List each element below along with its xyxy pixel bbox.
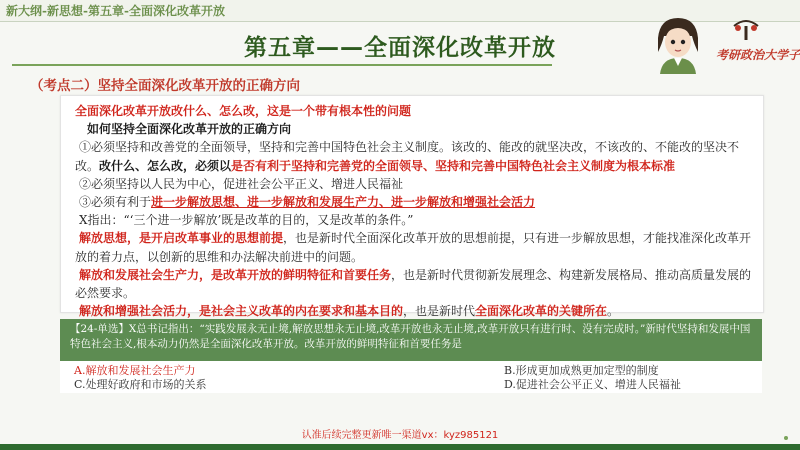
content-box: [60, 95, 764, 319]
paragraph-7: [75, 302, 755, 320]
content-text: [75, 102, 755, 320]
page-dot-icon: [784, 436, 788, 440]
breadcrumb: 新大纲-新思想-第五章-全面深化改革开放: [6, 4, 225, 18]
section-heading: （考点二）坚持全面深化改革开放的正确方向: [30, 78, 300, 94]
cartoon-avatar-icon: [650, 14, 790, 74]
option-b[interactable]: B.形成更加成熟更加定型的制度: [504, 364, 659, 377]
option-d[interactable]: D.促进社会公平正义、增进人民福祉: [504, 378, 681, 391]
p7-highlight: 解放和增强社会活力，是社会主义改革的内在要求和基本目的: [79, 304, 404, 319]
paragraph-3: [75, 193, 755, 211]
paragraph-4: X指出：“‘三个进一步解放’既是改革的目的，又是改革的条件。”: [79, 213, 414, 228]
p1-text: ①必须坚持和改善党的全面领导，坚持和完善中国特色社会主义制度。该改的、能改的就坚决改，不该改的、不能改的坚决不改。: [75, 140, 740, 173]
logo: [650, 14, 800, 74]
paragraph-6: [75, 266, 755, 302]
content-line-2: 如何坚持全面深化改革开放的正确方向: [87, 122, 292, 137]
option-c[interactable]: C.处理好政府和市场的关系: [74, 378, 207, 391]
watermark: 认准后续完整更新唯一渠道vx：kyz985121: [301, 430, 499, 441]
page-title: 第五章——全面深化改革开放: [244, 35, 556, 61]
logo-text: 考研政治大学子: [716, 48, 800, 62]
title-underline: [12, 64, 552, 66]
p1-lead: 改什么、怎么改，必须以: [99, 158, 232, 173]
p3-text: ③必须有利于: [79, 195, 152, 210]
p7-end: 。: [607, 304, 620, 319]
p3-highlight: 进一步解放思想、进一步解放和发展生产力、进一步解放和增强社会活力: [151, 195, 536, 210]
p6-text: ，也是新时代贯彻新发展理念、构建新发展格局、推动高质量发展的必然要求。: [75, 267, 752, 301]
paragraph-5: [75, 229, 755, 265]
p5-text: ，也是新时代全面深化改革开放的思想前提，只有进一步解放思想，才能找准深化改革开放的着力点，以创新的思维和办法解决前进中的问题。: [75, 231, 752, 264]
question-stem: 【24-单选】X总书记指出：“实践发展永无止境,解放思想永无止境,改革开放也永无止境,改革开放只有进行时、没有完成时。”新时代坚持和发展中国特色社会主义,根本动力仍然是全面深化改革开放。改革开放的鲜明特征和首要任务是: [60, 319, 762, 361]
content-line-1: 全面深化改革开放改什么、怎么改，这是一个带有根本性的问题: [75, 104, 412, 118]
paragraph-1: [75, 138, 755, 174]
paragraph-2: ②必须坚持以人民为中心，促进社会公平正义、增进人民福祉: [79, 176, 404, 191]
p1-highlight: 是否有利于坚持和完善党的全面领导、坚持和完善中国特色社会主义制度为根本标准: [231, 158, 676, 173]
option-a[interactable]: A.解放和发展社会生产力: [74, 364, 196, 377]
question-box: [60, 319, 762, 393]
p6-highlight: 解放和发展社会生产力，是改革开放的鲜明特征和首要任务: [79, 267, 392, 282]
bottom-bar: [0, 444, 800, 450]
p7-text: ，也是新时代: [403, 304, 476, 319]
p5-highlight: 解放思想，是开启改革事业的思想前提: [79, 231, 284, 246]
p7-key: 全面深化改革的关键所在: [475, 304, 608, 319]
